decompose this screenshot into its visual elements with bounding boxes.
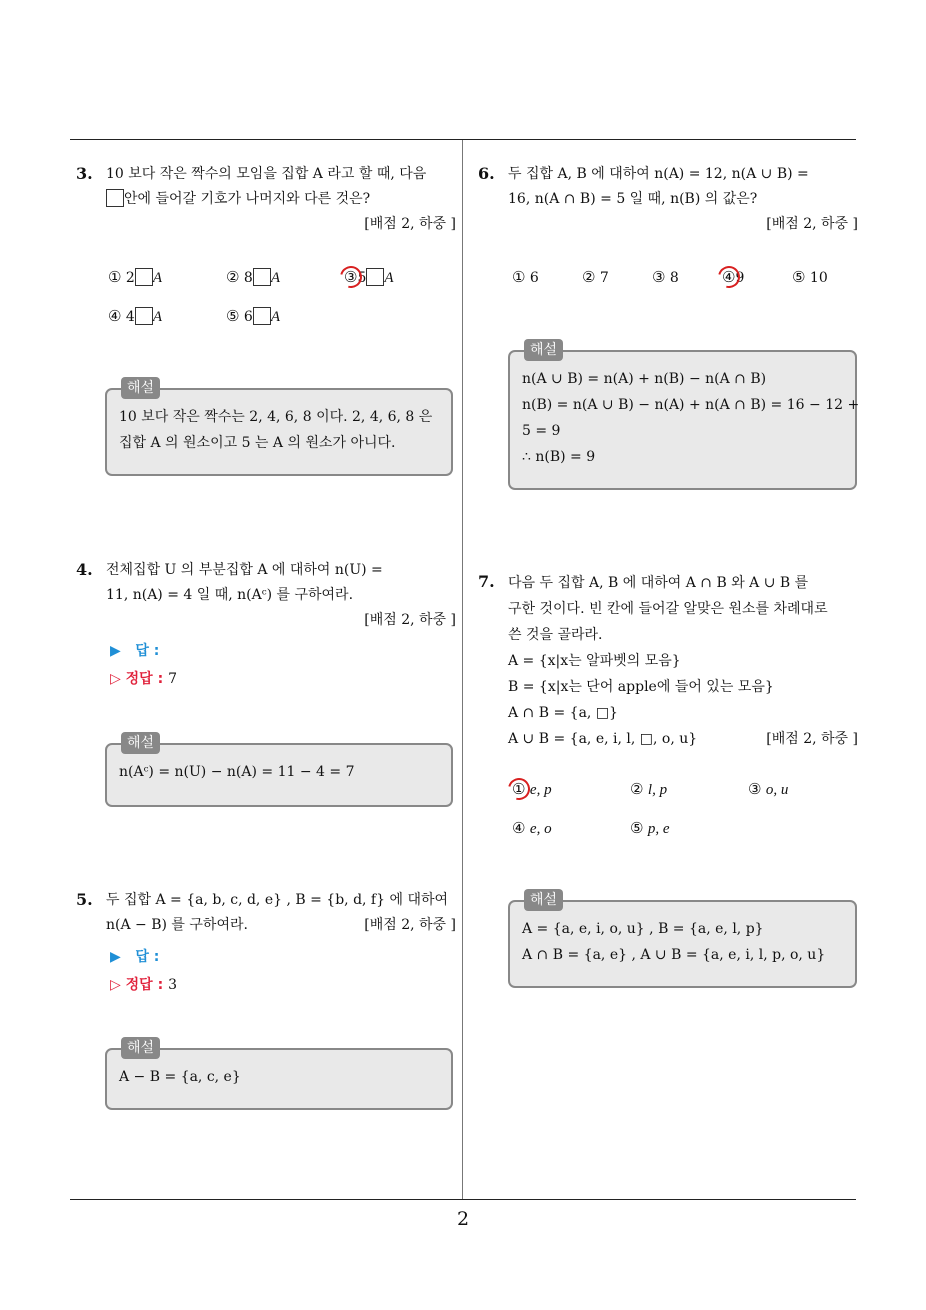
q7-choice-5[interactable] [630,819,670,838]
q4-correct-label: 정답 : [125,671,164,687]
q3-choice-2-text: 8 [243,270,253,286]
q6-line2: 16, n(A ∩ B) = 5 일 때, n(B) 의 값은? [508,191,758,207]
q5-meta: [배점 2, 하중 ] [364,917,456,933]
q4-correct-row [110,668,177,688]
q3-line1: 10 보다 작은 짝수의 모임을 집합 A 라고 할 때, 다음 [106,166,427,182]
q6-choice-3-text: 8 [669,270,679,286]
q3-choice-1-box [135,268,153,286]
q3-line2-text: 안에 들어갈 기호가 나머지와 다른 것은? [124,191,371,207]
q6-choice-5-text: 10 [809,270,828,286]
q4-answer-label: 답 : [135,643,160,659]
q7-stem [508,570,858,752]
q7-choice-4-mark: ④ [512,819,526,837]
q3-solution-box [105,380,453,476]
q7-line7-row [508,726,858,752]
q6-choice-3-mark: ③ [652,268,666,286]
q3-sol-line2: 집합 A 의 원소이고 5 는 A 의 원소가 아니다. [119,435,396,451]
q5-correct-label: 정답 : [125,977,164,993]
q6-stem [508,162,858,237]
q3-choice-3-text: 5 [357,270,367,286]
q3-choice-3-mark: ③ [344,268,358,286]
q3-blank-box [106,189,124,207]
q4-stem [106,558,456,633]
q5-solution-tag: 해설 [121,1037,160,1059]
q7-line6: A ∩ B = {a, □} [508,705,618,721]
q7-line7: A ∪ B = {a, e, i, l, □, o, u} [508,731,698,747]
q3-sol-line1: 10 보다 작은 짝수는 2, 4, 6, 8 이다. 2, 4, 6, 8 은 [119,409,433,425]
q6-meta: [배점 2, 하중 ] [766,216,858,232]
q4-line1: 전체집합 U 의 부분집합 A 에 대하여 n(U) = [106,562,383,578]
play-icon: ▶ [110,949,121,965]
column-divider [462,140,463,1200]
q6-choice-4-mark: ④ [722,268,736,286]
q6-choice-1-text: 6 [529,270,539,286]
q6-solution-box [508,342,860,490]
q3-number: 3. [76,164,93,183]
q6-number: 6. [478,164,495,183]
q3-choice-4-set: A [152,309,162,325]
q5-sol-line1: A − B = {a, c, e} [119,1069,241,1085]
q5-correct-value: 3 [168,977,177,993]
triangle-outline-icon: ▷ [110,671,121,687]
q6-choice-1-mark: ① [512,268,526,286]
q3-choice-2-box [253,268,271,286]
q3-choice-1-set: A [152,270,162,286]
q6-choice-2-text: 7 [599,270,609,286]
q7-line5: B = {x|x는 단어 apple에 들어 있는 모음} [508,679,774,695]
q6-choice-5-mark: ⑤ [792,268,806,286]
q6-choice-1[interactable] [512,268,539,286]
q7-line2: 구한 것이다. 빈 칸에 들어갈 알맞은 원소를 차례대로 [508,601,828,617]
q4-number: 4. [76,560,93,579]
q4-line2: 11, n(A) = 4 일 때, n(Aᶜ) 를 구하여라. [106,587,354,603]
q3-choice-1[interactable] [108,268,162,287]
q5-answer-label: 답 : [135,949,160,965]
triangle-outline-icon: ▷ [110,977,121,993]
q3-choice-3-box [366,268,384,286]
q7-selected-mark [504,774,534,804]
q7-choice-4-text: e, o [529,821,552,837]
q3-selected-mark [336,262,366,292]
q6-sol-line1: n(A ∪ B) = n(A) + n(B) − n(A ∩ B) [522,371,767,387]
q3-choice-5[interactable] [226,307,280,326]
q7-choice-3-mark: ③ [748,780,762,798]
q4-answer-row [110,640,159,660]
q5-line2: n(A − B) 를 구하여라. [106,917,248,933]
q7-sol-line1: A = {a, e, i, o, u} , B = {a, e, l, p} [522,921,764,937]
q7-choice-1-text: e, p [529,782,552,798]
q6-solution-tag: 해설 [524,339,563,361]
q6-choice-3[interactable] [652,268,679,286]
q3-choice-5-mark: ⑤ [226,307,240,325]
q7-sol-line2: A ∩ B = {a, e} , A ∪ B = {a, e, i, l, p, o, u} [522,947,826,963]
q6-selected-mark [714,262,744,292]
q5-solution-box [105,1040,453,1110]
q3-choice-2[interactable] [226,268,280,287]
q7-choice-3-text: o, u [765,782,789,798]
q3-choice-4-mark: ④ [108,307,122,325]
q6-sol-line2: n(B) = n(A ∪ B) − n(A) + n(A ∩ B) = 16 − 12 + [522,397,860,413]
q7-line1: 다음 두 집합 A, B 에 대하여 A ∩ B 와 A ∪ B 를 [508,575,809,591]
q3-choice-3-set: A [384,270,394,286]
q4-meta: [배점 2, 하중 ] [364,612,456,628]
q3-choice-2-set: A [270,270,280,286]
q4-sol-line1: n(Aᶜ) = n(U) − n(A) = 11 − 4 = 7 [119,764,355,780]
q7-choice-2-mark: ② [630,780,644,798]
q5-correct-row [110,974,177,994]
q3-choice-2-mark: ② [226,268,240,286]
q7-line4: A = {x|x는 알파벳의 모음} [508,653,681,669]
q3-meta: [배점 2, 하중 ] [364,216,456,232]
q6-sol-line4: ∴ n(B) = 9 [522,449,596,465]
q6-choice-4-text: 9 [735,270,745,286]
q3-line2 [106,187,456,212]
q6-sol-line3: 5 = 9 [522,423,561,439]
q4-solution-tag: 해설 [121,732,160,754]
q5-line1: 두 집합 A = {a, b, c, d, e} , B = {b, d, f} 에 대하여 [106,892,449,908]
q6-choice-2-mark: ② [582,268,596,286]
q5-answer-row [110,946,159,966]
q3-choice-5-box [253,307,271,325]
q3-solution-tag: 해설 [121,377,160,399]
q7-choice-5-mark: ⑤ [630,819,644,837]
q7-meta: [배점 2, 하중 ] [766,731,858,747]
q7-choice-2-text: l, p [647,782,668,798]
q5-number: 5. [76,890,93,909]
q5-stem [106,888,456,938]
q3-choice-4[interactable] [108,307,162,326]
q6-choice-5[interactable] [792,268,828,286]
q3-choice-1-mark: ① [108,268,122,286]
q6-choice-2[interactable] [582,268,609,286]
q3-choice-5-set: A [270,309,280,325]
top-rule [70,139,856,140]
q7-choice-3[interactable] [748,780,788,799]
q3-choice-4-box [135,307,153,325]
q7-choice-4[interactable] [512,819,552,838]
q3-stem [106,162,456,237]
q3-choice-4-text: 4 [125,309,135,325]
q3-choice-1-text: 2 [125,270,135,286]
q6-line1: 두 집합 A, B 에 대하여 n(A) = 12, n(A ∪ B) = [508,166,809,182]
q4-correct-value: 7 [168,671,177,687]
q7-choice-5-text: p, e [647,821,670,837]
q7-number: 7. [478,572,495,591]
page-number: 2 [456,1208,470,1230]
q7-choice-1-mark: ① [512,780,526,798]
q7-solution-tag: 해설 [524,889,563,911]
q5-line2-row [106,913,456,938]
q7-solution-box [508,892,857,988]
bottom-rule [70,1199,856,1200]
q3-choice-5-text: 6 [243,309,253,325]
q7-line3: 쓴 것을 골라라. [508,627,603,643]
q7-choice-2[interactable] [630,780,667,799]
q4-solution-box [105,735,453,807]
play-icon: ▶ [110,643,121,659]
